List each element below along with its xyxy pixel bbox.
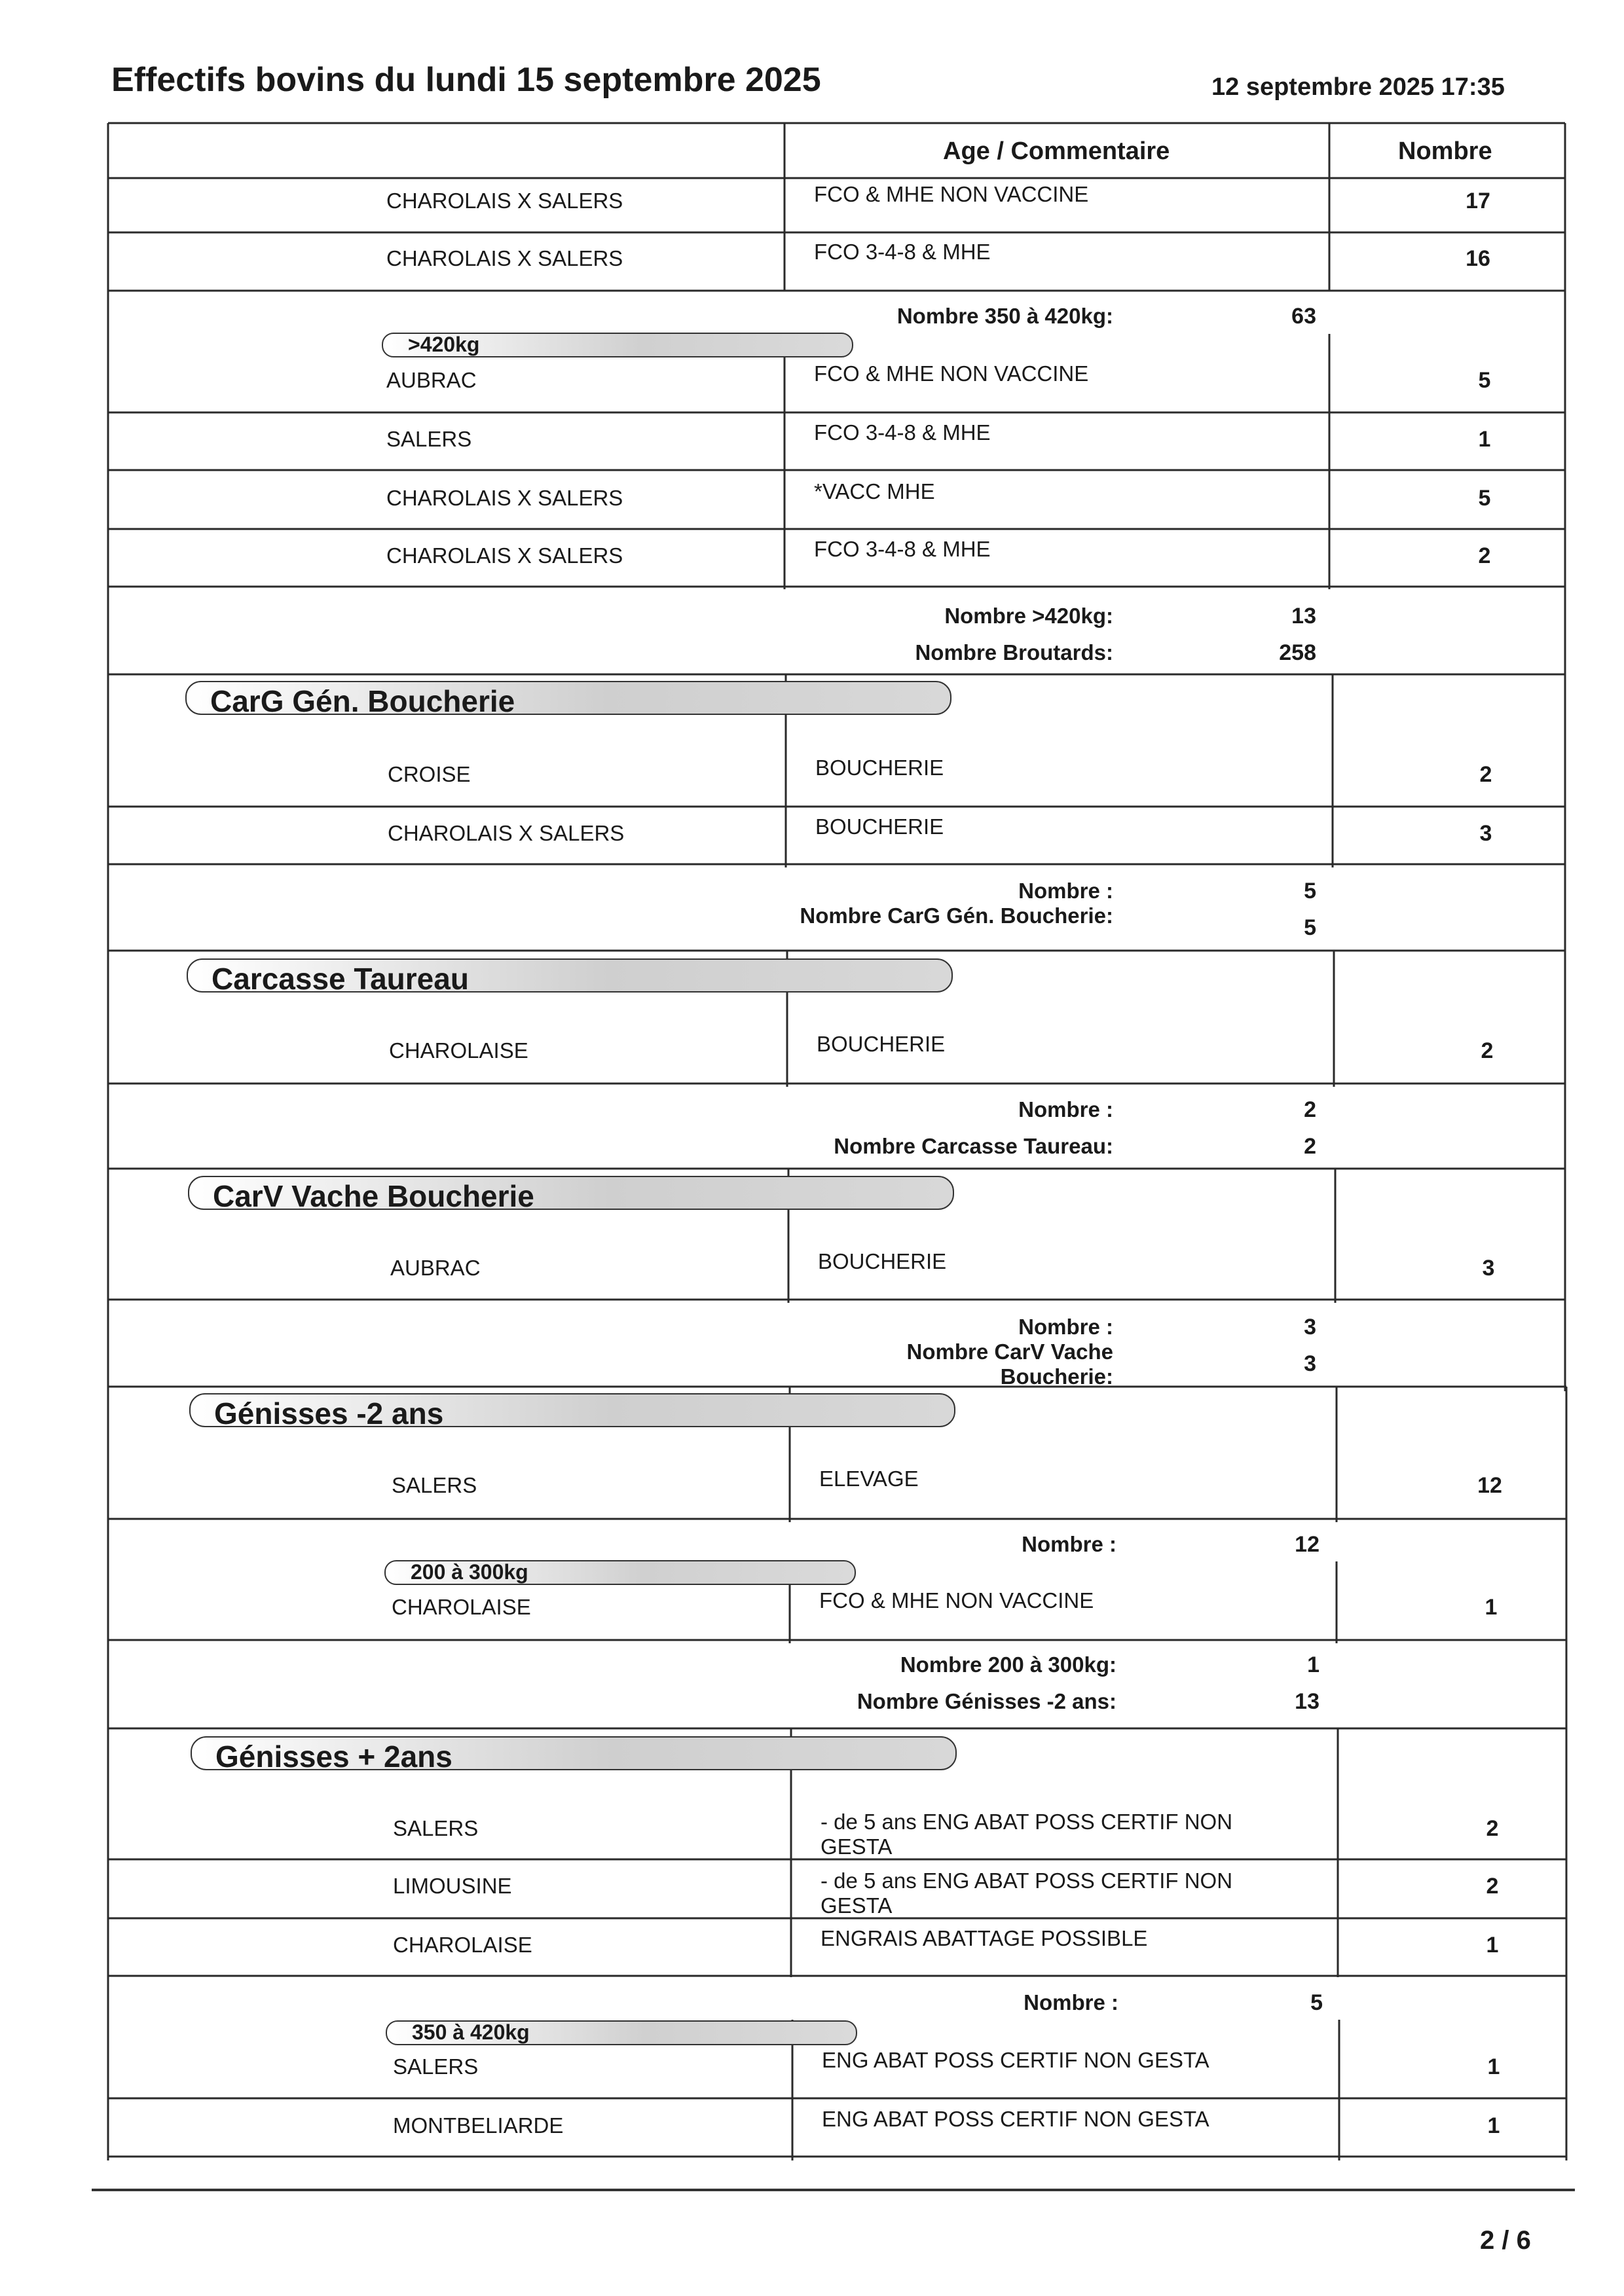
category-banner [188, 1176, 954, 1213]
total-label: Nombre : [1022, 1532, 1116, 1556]
row-comment: ELEVAGE [819, 1467, 919, 1491]
row-count: 1 [1485, 1595, 1498, 1620]
category-banner [191, 1736, 957, 1774]
page-title: Effectifs bovins du lundi 15 septembre 2025 [111, 61, 821, 99]
row-count: 2 [1486, 1816, 1499, 1841]
total-value: 3 [1304, 1315, 1316, 1339]
row-count: 3 [1479, 821, 1492, 846]
row-comment: FCO & MHE NON VACCINE [814, 182, 1089, 206]
category-label: CarV Vache Boucherie [213, 1179, 534, 1213]
total-value: 1 [1307, 1652, 1320, 1677]
total-label: Nombre : [1024, 1990, 1118, 2014]
row-comment: FCO & MHE NON VACCINE [814, 361, 1089, 386]
row-breed: CHAROLAIS X SALERS [386, 189, 623, 213]
column-header-count: Nombre [1398, 137, 1492, 165]
row-count: 1 [1487, 2054, 1500, 2079]
row-breed: SALERS [392, 1473, 477, 1497]
total-value: 5 [1310, 1990, 1323, 2015]
row-comment: BOUCHERIE [815, 814, 944, 839]
row-count: 1 [1487, 2113, 1500, 2138]
row-comment: *VACC MHE [814, 479, 935, 503]
subgroup-banner [384, 1560, 856, 1585]
row-count: 1 [1486, 1933, 1499, 1958]
row-count: 3 [1482, 1256, 1495, 1281]
total-value: 12 [1295, 1532, 1320, 1557]
row-comment: FCO & MHE NON VACCINE [819, 1588, 1094, 1613]
row-comment: BOUCHERIE [815, 756, 944, 780]
category-banner [185, 681, 951, 718]
row-breed: CHAROLAISE [389, 1038, 528, 1063]
column-header-comment: Age / Commentaire [943, 137, 1170, 165]
category-label: CarG Gén. Boucherie [210, 684, 515, 718]
subgroup-label: 200 à 300kg [411, 1560, 528, 1584]
subgroup-banner [386, 2020, 857, 2045]
row-breed: LIMOUSINE [393, 1874, 512, 1898]
total-label: Nombre 350 à 420kg: [896, 304, 1113, 328]
row-breed: CHAROLAISE [392, 1595, 531, 1619]
total-label: Nombre : [1018, 879, 1113, 903]
total-label: Nombre CarG Gén. Boucherie: [800, 903, 1113, 928]
row-breed: CROISE [388, 762, 471, 786]
row-comment: - de 5 ans ENG ABAT POSS CERTIF NON GESTA [821, 1810, 1233, 1859]
page-number: 2 / 6 [1480, 2226, 1531, 2255]
total-value: 13 [1291, 604, 1316, 629]
row-breed: CHAROLAIS X SALERS [386, 486, 623, 510]
row-breed: CHAROLAISE [393, 1933, 532, 1957]
row-breed: SALERS [393, 1816, 479, 1840]
row-count: 1 [1478, 427, 1491, 452]
row-breed: AUBRAC [390, 1256, 481, 1280]
row-comment: BOUCHERIE [817, 1032, 946, 1056]
total-value: 3 [1304, 1351, 1316, 1376]
subgroup-label: 350 à 420kg [412, 2020, 530, 2044]
row-breed: CHAROLAIS X SALERS [386, 246, 623, 270]
row-count: 2 [1481, 1038, 1494, 1063]
row-comment: ENGRAIS ABATTAGE POSSIBLE [821, 1926, 1148, 1950]
print-date: 12 septembre 2025 17:35 [1211, 73, 1505, 101]
total-value: 5 [1304, 915, 1316, 940]
row-count: 2 [1478, 543, 1491, 568]
row-breed: CHAROLAIS X SALERS [386, 543, 623, 568]
category-label: Génisses + 2ans [215, 1740, 452, 1774]
row-count: 5 [1478, 368, 1491, 393]
total-value: 5 [1304, 879, 1316, 903]
total-value: 63 [1291, 304, 1316, 329]
row-count: 2 [1486, 1874, 1499, 1899]
total-label: Nombre : [1018, 1097, 1113, 1121]
total-label: Nombre : [1018, 1315, 1113, 1339]
category-banner [187, 958, 953, 996]
category-label: Carcasse Taureau [212, 962, 469, 996]
total-label: Nombre Broutards: [915, 640, 1113, 665]
total-value: 2 [1304, 1097, 1316, 1122]
total-label: Nombre Carcasse Taureau: [834, 1134, 1113, 1158]
category-banner [189, 1393, 955, 1430]
row-comment: FCO 3-4-8 & MHE [814, 240, 991, 264]
row-breed: AUBRAC [386, 368, 477, 392]
row-breed: CHAROLAIS X SALERS [388, 821, 625, 845]
total-label: Nombre Génisses -2 ans: [857, 1689, 1116, 1713]
subgroup-label: >420kg [408, 333, 480, 356]
subgroup-banner [382, 333, 853, 357]
row-count: 5 [1478, 486, 1491, 511]
total-value: 258 [1279, 640, 1316, 665]
row-breed: SALERS [386, 427, 472, 451]
total-label: Nombre 200 à 300kg: [900, 1652, 1116, 1677]
total-value: 13 [1295, 1689, 1320, 1714]
row-comment: BOUCHERIE [818, 1249, 947, 1273]
row-comment: FCO 3-4-8 & MHE [814, 537, 991, 561]
row-comment: ENG ABAT POSS CERTIF NON GESTA [822, 2048, 1209, 2072]
row-comment: - de 5 ans ENG ABAT POSS CERTIF NON GESTA [821, 1868, 1233, 1918]
row-breed: MONTBELIARDE [393, 2113, 564, 2138]
total-label: Nombre >420kg: [944, 604, 1113, 628]
category-label: Génisses -2 ans [214, 1396, 444, 1430]
total-label: Nombre CarV Vache Boucherie: [906, 1339, 1113, 1389]
total-value: 2 [1304, 1134, 1316, 1159]
row-count: 12 [1477, 1473, 1502, 1498]
row-comment: ENG ABAT POSS CERTIF NON GESTA [822, 2107, 1209, 2131]
row-breed: SALERS [393, 2054, 479, 2079]
row-count: 2 [1479, 762, 1492, 787]
row-count: 17 [1466, 189, 1490, 213]
row-count: 16 [1466, 246, 1490, 271]
row-comment: FCO 3-4-8 & MHE [814, 420, 991, 445]
